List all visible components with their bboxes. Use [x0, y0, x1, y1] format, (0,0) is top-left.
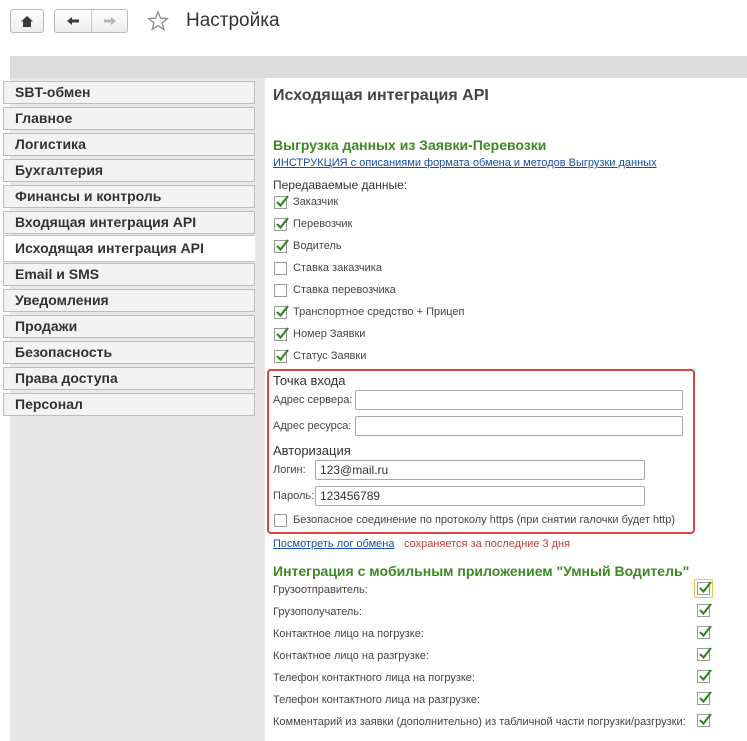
entry-point-title: Точка входа [273, 373, 346, 388]
checkmark-icon [274, 216, 290, 232]
sidebar-item-accounting[interactable]: Бухгалтерия [3, 159, 255, 182]
checkbox-https-label: Безопасное соединение по протоколу https (при снятии галочки будет http) [293, 514, 676, 526]
back-button[interactable] [55, 10, 91, 32]
star-icon [147, 10, 169, 32]
favorite-button[interactable] [146, 9, 170, 33]
checkbox-carrier-rate-label: Ставка перевозчика [293, 284, 396, 296]
consignee-label: Грузополучатель: [273, 606, 363, 618]
checkbox-https[interactable] [274, 514, 287, 527]
checkbox-driver-label: Водитель [293, 240, 342, 252]
checkbox-loading-contact[interactable] [697, 626, 710, 639]
checkmark-icon [274, 238, 290, 254]
home-button[interactable] [10, 9, 44, 33]
checkbox-order-number-label: Номер Заявки [293, 328, 366, 340]
sidebar-item-sbt-exchange[interactable]: SBT-обмен [3, 81, 255, 104]
server-address-input[interactable] [355, 390, 683, 410]
checkmark-icon [697, 646, 713, 662]
shipper-label: Грузоотправитель: [273, 584, 368, 596]
sidebar-item-incoming-api[interactable]: Входящая интеграция API [3, 211, 255, 234]
sidebar-item-notifications[interactable]: Уведомления [3, 289, 255, 312]
checkbox-unloading-contact[interactable] [697, 648, 710, 661]
checkbox-driver[interactable] [274, 240, 287, 253]
checkbox-customer-label: Заказчик [293, 196, 339, 208]
sidebar-item-main[interactable]: Главное [3, 107, 255, 130]
arrow-left-icon [66, 16, 80, 26]
server-address-label: Адрес сервера: [273, 394, 353, 406]
instruction-link[interactable]: ИНСТРУКЦИЯ с описаниями формата обмена и методов Выгрузки данных [273, 157, 657, 169]
history-nav [54, 9, 128, 33]
sidebar-item-outgoing-api[interactable]: Исходящая интеграция API [3, 235, 255, 262]
export-section-title: Выгрузка данных из Заявки-Перевозки [273, 137, 547, 153]
sidebar-item-email-sms[interactable]: Email и SMS [3, 263, 255, 286]
order-comment-label: Комментарий из заявки (дополнительно) из табличной части погрузки/разгрузки: [273, 716, 686, 728]
loading-phone-label: Телефон контактного лица на погрузке: [273, 672, 475, 684]
checkbox-carrier[interactable] [274, 218, 287, 231]
checkbox-loading-phone[interactable] [697, 670, 710, 683]
checkbox-unloading-phone[interactable] [697, 692, 710, 705]
password-label: Пароль: [273, 490, 315, 502]
sidebar-item-sales[interactable]: Продажи [3, 315, 255, 338]
checkmark-icon [697, 602, 713, 618]
checkbox-customer-rate-label: Ставка заказчика [293, 262, 382, 274]
checkmark-icon [697, 690, 713, 706]
checkmark-icon [697, 580, 713, 596]
unloading-contact-label: Контактное лицо на разгрузке: [273, 650, 429, 662]
page-title: Настройка [186, 10, 280, 31]
section-title: Исходящая интеграция API [273, 87, 489, 104]
checkbox-shipper[interactable] [697, 582, 710, 595]
checkbox-order-status[interactable] [274, 350, 287, 363]
checkmark-icon [274, 194, 290, 210]
checkbox-order-status-label: Статус Заявки [293, 350, 367, 362]
checkbox-order-number[interactable] [274, 328, 287, 341]
home-icon [20, 15, 34, 28]
sidebar-item-access-rights[interactable]: Права доступа [3, 367, 255, 390]
auth-title: Авторизация [273, 443, 351, 458]
forward-button[interactable] [91, 10, 127, 32]
checkmark-icon [274, 326, 290, 342]
checkmark-icon [274, 304, 290, 320]
view-log-link[interactable]: Посмотреть лог обмена [273, 538, 395, 550]
resource-address-input[interactable] [355, 416, 683, 436]
checkbox-carrier-label: Перевозчик [293, 218, 353, 230]
checkmark-icon [697, 712, 713, 728]
log-retention-note: сохраняется за последние 3 дня [404, 538, 571, 550]
loading-contact-label: Контактное лицо на погрузке: [273, 628, 424, 640]
arrow-right-icon [103, 16, 117, 26]
checkbox-vehicle-trailer[interactable] [274, 306, 287, 319]
checkmark-icon [274, 348, 290, 364]
header-divider [10, 56, 747, 78]
checkbox-consignee[interactable] [697, 604, 710, 617]
login-input[interactable] [315, 460, 645, 480]
password-input[interactable] [315, 486, 645, 506]
sidebar-item-security[interactable]: Безопасность [3, 341, 255, 364]
transmitted-data-label: Передаваемые данные: [273, 178, 408, 192]
checkbox-order-comment[interactable] [697, 714, 710, 727]
checkbox-customer-rate[interactable] [274, 262, 287, 275]
header-bar [0, 0, 747, 56]
unloading-phone-label: Телефон контактного лица на разгрузке: [273, 694, 481, 706]
checkbox-vehicle-trailer-label: Транспортное средство + Прицеп [293, 306, 465, 318]
checkbox-customer[interactable] [274, 196, 287, 209]
checkmark-icon [697, 624, 713, 640]
sidebar-item-finance[interactable]: Финансы и контроль [3, 185, 255, 208]
checkbox-carrier-rate[interactable] [274, 284, 287, 297]
sidebar-item-staff[interactable]: Персонал [3, 393, 255, 416]
mobile-section-title: Интеграция с мобильным приложением "Умный Водитель" [273, 563, 690, 579]
resource-address-label: Адрес ресурса: [273, 420, 352, 432]
checkmark-icon [697, 668, 713, 684]
sidebar-item-logistics[interactable]: Логистика [3, 133, 255, 156]
login-label: Логин: [273, 464, 306, 476]
